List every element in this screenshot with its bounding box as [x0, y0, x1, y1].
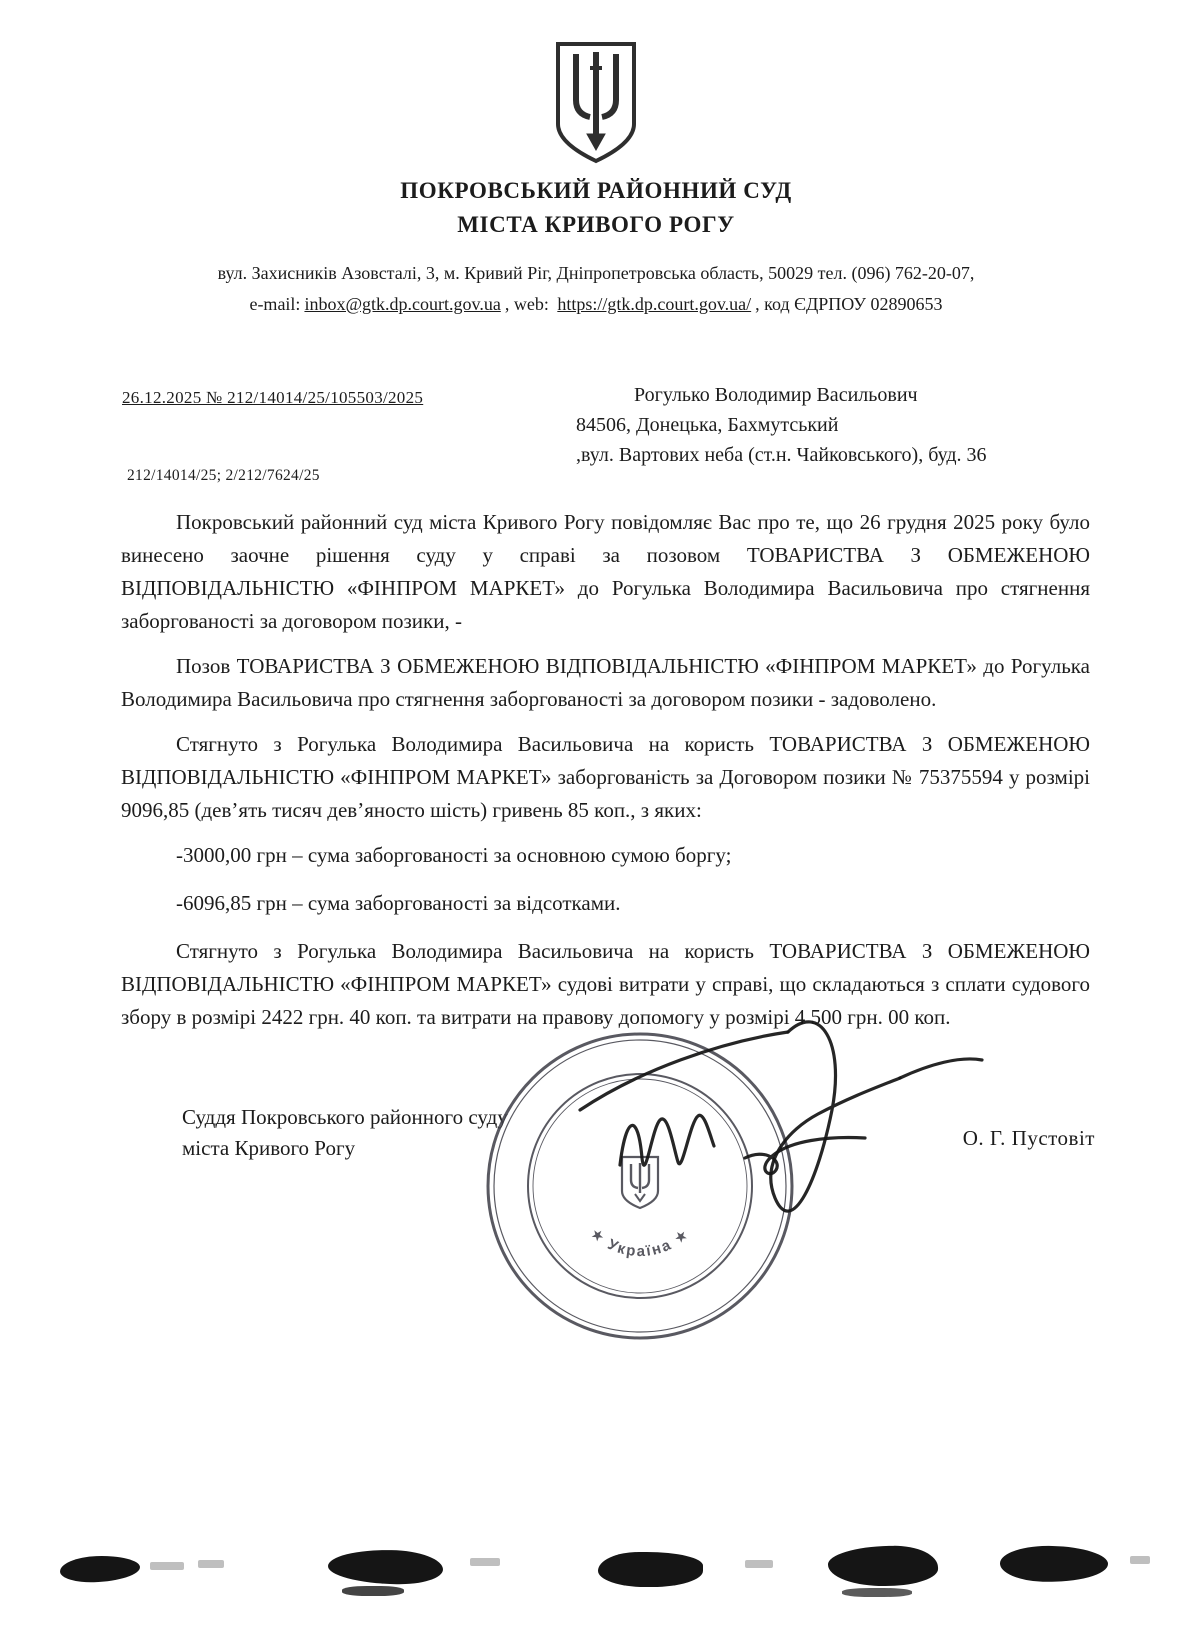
recipient-address-line2: ,вул. Вартових неба (ст.н. Чайковського), буд. 36: [576, 444, 987, 466]
judge-title: [182, 1102, 508, 1164]
scan-artifact: [328, 1549, 444, 1585]
case-numbers: 212/14014/25; 2/212/7624/25: [127, 467, 320, 484]
scan-artifact: [198, 1560, 224, 1568]
scan-artifact: [470, 1558, 500, 1566]
court-contact-info: [0, 258, 1192, 320]
court-name-line2: МІСТА КРИВОГО РОГУ: [457, 212, 735, 237]
scan-artifact: [842, 1588, 912, 1597]
web-link: https://gtk.dp.court.gov.ua/: [557, 294, 752, 314]
scan-artifact: [60, 1555, 141, 1584]
paragraph-debt-awarded: Стягнуто з Рогулька Володимира Васильовича на користь ТОВАРИСТВА З ОБМЕЖЕНОЮ ВІДПОВІДАЛЬНІСТЮ «ФІНПРОМ МАРКЕТ» заборгованість за Договором позики № 75375594 у розмірі 9096,85 (дев’ять тисяч дев’яносто шість) гривень 85 коп., з яких:: [121, 732, 1090, 822]
scan-artifact: [342, 1586, 404, 1596]
debt-item-principal: -3000,00 грн – сума заборгованості за основною сумою боргу;: [176, 843, 732, 867]
scan-artifact: [598, 1552, 703, 1587]
email-link: inbox@gtk.dp.court.gov.ua: [304, 294, 501, 314]
outgoing-date-number: 26.12.2025 № 212/14014/25/105503/2025: [122, 388, 424, 407]
trident-emblem-icon: [552, 40, 640, 171]
scan-artifact: [745, 1560, 773, 1568]
debt-item-interest: -6096,85 грн – сума заборгованості за відсотками.: [176, 891, 621, 915]
paragraph-notification: Покровський районний суд міста Кривого Рогу повідомляє Вас про те, що 26 грудня 2025 року було винесено заочне рішення суду у справі за позовом ТОВАРИСТВА З ОБМЕЖЕНОЮ ВІДПОВІДАЛЬНІСТЮ «ФІНПРОМ МАРКЕТ» до Рогулька Володимира Васильовича про стягнення заборгованості за договором позики, -: [121, 510, 1090, 633]
paragraph-claim-granted: Позов ТОВАРИСТВА З ОБМЕЖЕНОЮ ВІДПОВІДАЛЬНІСТЮ «ФІНПРОМ МАРКЕТ» до Рогулька Володимира Васильовича про стягнення заборгованості за договором позики - задоволено.: [121, 654, 1090, 711]
recipient-name: Рогулько Володимир Васильович: [634, 384, 918, 406]
court-name-line1: ПОКРОВСЬКИЙ РАЙОННИЙ СУД: [400, 178, 792, 203]
edrpou-code: , код ЄДРПОУ 02890653: [755, 294, 943, 314]
court-contact-line: [0, 289, 1192, 320]
email-label: e-mail:: [249, 294, 301, 314]
scan-artifact: [1000, 1545, 1109, 1584]
scan-artifact: [1130, 1556, 1150, 1564]
signature-scrawl: [520, 980, 990, 1280]
paragraph-court-costs: Стягнуто з Рогулька Володимира Васильовича на користь ТОВАРИСТВА З ОБМЕЖЕНОЮ ВІДПОВІДАЛЬНІСТЮ «ФІНПРОМ МАРКЕТ» судові витрати у справі, що складаються з сплати судового збору в розмірі 2422 грн. 40 коп. та витрати на правову допомогу у розмірі 4 500 грн. 00 коп.: [121, 939, 1090, 1029]
web-label: , web:: [504, 294, 549, 314]
letter-body: [121, 506, 1090, 1046]
judge-name: О. Г. Пустовіт: [962, 1126, 1095, 1150]
recipient-address-line1: 84506, Донецька, Бахмутський: [576, 414, 839, 436]
scan-artifact: [828, 1545, 939, 1587]
court-name: [0, 174, 1192, 242]
judge-title-line1: Суддя Покровського районного суду: [182, 1105, 508, 1129]
trident-emblem-svg: [552, 40, 640, 166]
stamp-country-text: ★ Україна ★: [586, 1224, 694, 1261]
recipient-block: [576, 380, 987, 470]
court-address: вул. Захисників Азовсталі, 3, м. Кривий Ріг, Дніпропетровська область, 50029 тел. (096) 762-20-07,: [217, 263, 975, 283]
judge-title-line2: міста Кривого Рогу: [182, 1136, 356, 1160]
scan-artifact: [150, 1562, 184, 1570]
